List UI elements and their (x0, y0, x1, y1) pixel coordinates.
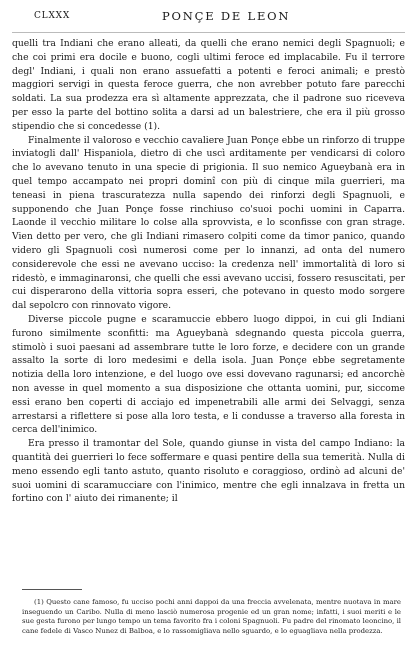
page-number: CLXXX (34, 11, 71, 21)
paragraph: Era presso il tramontar del Sole, quando giunse in vista del campo Indiano: la quantità dei guerrieri lo fece soffermare e quasi pentire della sua temerità. Nulla di meno essendo egli tanto astuto, quanto risoluto e coraggioso, ordinò ad alcuni de' suoi uomini di scaramucciare con l'inimico, mentre che egli innalzava in fretta un fortino con l' aiuto dei rimanente; il (12, 438, 405, 505)
footnote-divider (22, 589, 82, 590)
main-text (12, 37, 405, 506)
footnote: (1) Questo cane famoso, fu ucciso pochi anni dappoi da una freccia avvelenata, mentre nuotava in mare inseguendo un Caribo. Nulla di meno lasciò numerosa progenie ed un gran nome; infatti, i suoi meriti e le sue gesta furono per lungo tempo un tema favorito fra i coloni Spagnuoli. Fu padre del rinomato leoncino, il cane fedele di Vasco Nunez di Balboa, e lo rassomigliava nello sguardo, e lo eguagliava nella prodezza. (22, 598, 401, 635)
paragraph-continued: quelli tra Indiani che erano alleati, da quelli che erano nemici degli Spagnuoli; e che coi primi era docile e buono, cogli ultimi feroce ed implacabile. Fu il terrore degl' Indiani, i quali non erano assuefatti a potenti e feroci animali; e prestò maggiori servigi in questa feroce guerra, che non avrebber potuto fare parecchi soldati. La sua prodezza era sì altamente apprezzata, che il padrone suo riceveva per esso la parte del bottino solita a darsi ad un balestriere, che era il più grosso stipendio che si concedesse (1). (12, 38, 405, 132)
paragraph: Finalmente il valoroso e vecchio cavaliere Juan Ponçe ebbe un rinforzo di truppe inviatogli dall' Hispaniola, dietro di che uscì arditamente per vendicarsi di coloro che lo avevano tenuto in una specie di prigionia. Il suo nemico Agueybanà era in quel tempo accampato nei propri dominî con più di cinque mila guerrieri, ma teneasi in piena trascuratezza nulla sapendo dei rinforzi degli Spagnuoli, e supponendo che Juan Ponçe fosse rinchiuso co'suoi pochi uomini in Caparra. Laonde il vecchio militare lo colse alla sprovvista, e lo sconfisse con gran strage. Vien detto per vero, che gli Indiani rimasero colpiti come da timor panico, quando videro gli Spagnuoli così numerosi come per lo innanzi, ad onta del numero considerevole che essi ne avevano ucciso: la credenza nell' immortalità di loro si ridestò, e immaginaronsi, che quelli che essi avevano uccisi, fossero resuscitati, per cui disperarono della vittoria sopra esseri, che potevano in questo modo sorgere dal sepolcro con rinnovato vigore. (12, 134, 405, 312)
paragraph: Diverse piccole pugne e scaramuccie ebbero luogo dippoi, in cui gli Indiani furono similmente sconfitti: ma Agueybanà sdegnando questa piccola guerra, stimolò i suoi paesani ad assembrare tutte le loro forze, e decidere con un grande assalto la sorte di loro medesimi e della isola. Juan Ponçe ebbe segretamente notizia della loro intenzione, e del luogo ove essi dovevano ragunarsi; ed ancorchè non avesse in quel momento a sua disposizione che ottanta uomini, pur, siccome essi erano ben coperti di acciajo ed impenetrabili alle armi dei Selvaggi, senza arrestarsi a riflettere si pose alla loro testa, e li condusse a traverso alla foresta in cerca dell'inimico. (12, 313, 405, 436)
page-header (12, 8, 405, 33)
running-title: PONÇE DE LEON (162, 9, 291, 23)
